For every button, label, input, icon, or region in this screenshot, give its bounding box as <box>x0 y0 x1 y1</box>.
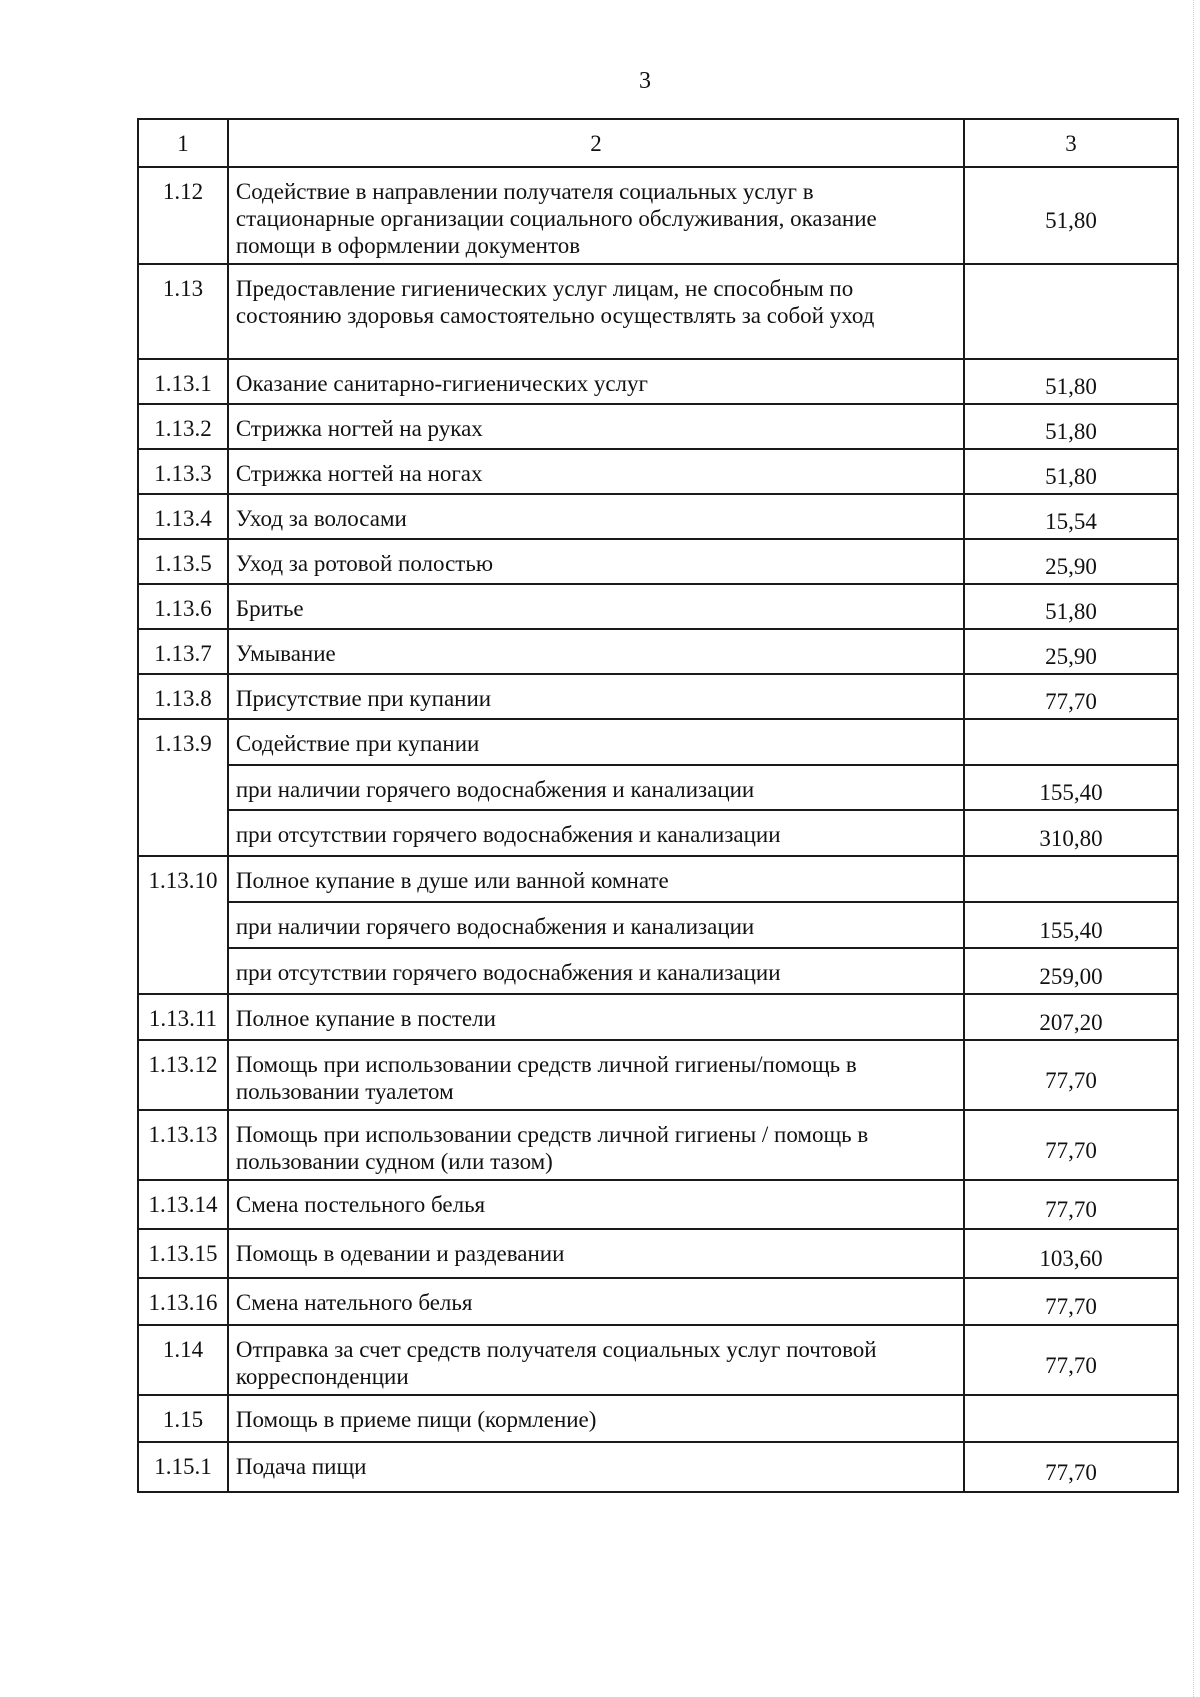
service-price: 207,20 <box>964 994 1178 1040</box>
row-number: 1.13.3 <box>138 449 228 494</box>
page-number: 3 <box>639 68 651 94</box>
service-price: 103,60 <box>964 1229 1178 1278</box>
service-price: 259,00 <box>964 948 1178 994</box>
service-description: Помощь в приеме пищи (кормление) <box>228 1395 964 1442</box>
table-row <box>138 584 1178 629</box>
service-description: при отсутствии горячего водоснабжения и канализации <box>228 810 964 856</box>
service-description: при наличии горячего водоснабжения и канализации <box>228 765 964 810</box>
column-header-1: 1 <box>138 119 228 167</box>
service-description: при наличии горячего водоснабжения и канализации <box>228 902 964 948</box>
service-description: Полное купание в душе или ванной комнате <box>228 856 964 902</box>
service-price: 51,80 <box>964 167 1178 264</box>
table-row <box>138 1278 1178 1325</box>
service-price <box>964 719 1178 765</box>
service-description: Присутствие при купании <box>228 674 964 719</box>
service-description: Умывание <box>228 629 964 674</box>
service-description: Помощь при использовании средств личной гигиены/помощь в пользовании туалетом <box>228 1040 964 1110</box>
table-row <box>138 1180 1178 1229</box>
service-description: Бритье <box>228 584 964 629</box>
service-price: 51,80 <box>964 584 1178 629</box>
table-row <box>138 674 1178 719</box>
row-number: 1.13.15 <box>138 1229 228 1278</box>
table-row <box>138 719 1178 765</box>
row-number: 1.13.16 <box>138 1278 228 1325</box>
row-number: 1.13.14 <box>138 1180 228 1229</box>
row-number: 1.13.9 <box>138 719 228 856</box>
table-row <box>138 629 1178 674</box>
service-price: 25,90 <box>964 629 1178 674</box>
table-row <box>138 539 1178 584</box>
service-description: Уход за ротовой полостью <box>228 539 964 584</box>
service-price: 77,70 <box>964 1180 1178 1229</box>
table-row <box>138 404 1178 449</box>
service-price <box>964 264 1178 359</box>
table-row <box>138 167 1178 264</box>
table-row <box>138 449 1178 494</box>
table-row <box>138 948 1178 994</box>
row-number: 1.14 <box>138 1325 228 1395</box>
service-price: 77,70 <box>964 1040 1178 1110</box>
service-price: 51,80 <box>964 404 1178 449</box>
table-row <box>138 810 1178 856</box>
row-number: 1.13 <box>138 264 228 359</box>
table-row <box>138 1040 1178 1110</box>
row-number: 1.13.7 <box>138 629 228 674</box>
service-description: при отсутствии горячего водоснабжения и канализации <box>228 948 964 994</box>
service-description: Уход за волосами <box>228 494 964 539</box>
row-number: 1.15 <box>138 1395 228 1442</box>
table-row <box>138 1325 1178 1395</box>
row-number: 1.13.4 <box>138 494 228 539</box>
table-row <box>138 1229 1178 1278</box>
service-price: 77,70 <box>964 1325 1178 1395</box>
row-number: 1.15.1 <box>138 1442 228 1492</box>
service-price: 155,40 <box>964 765 1178 810</box>
table-row <box>138 1395 1178 1442</box>
service-price: 51,80 <box>964 449 1178 494</box>
column-header-2: 2 <box>228 119 964 167</box>
row-number: 1.13.5 <box>138 539 228 584</box>
service-price: 77,70 <box>964 1278 1178 1325</box>
row-number: 1.13.13 <box>138 1110 228 1180</box>
service-description: Содействие в направлении получателя социальных услуг в стационарные организации социального обслуживания, оказание помощи в оформлении документов <box>228 167 964 264</box>
services-tariff-table <box>137 118 1179 1493</box>
table-header-row <box>138 119 1178 167</box>
service-price: 15,54 <box>964 494 1178 539</box>
service-price: 51,80 <box>964 359 1178 404</box>
table-row <box>138 765 1178 810</box>
service-description: Содействие при купании <box>228 719 964 765</box>
service-description: Оказание санитарно-гигиенических услуг <box>228 359 964 404</box>
table-row <box>138 359 1178 404</box>
service-description: Смена постельного белья <box>228 1180 964 1229</box>
service-description: Помощь в одевании и раздевании <box>228 1229 964 1278</box>
row-number: 1.13.8 <box>138 674 228 719</box>
table-row <box>138 494 1178 539</box>
scan-edge-mark <box>1192 0 1194 1697</box>
column-header-3: 3 <box>964 119 1178 167</box>
service-price: 77,70 <box>964 1110 1178 1180</box>
row-number: 1.13.12 <box>138 1040 228 1110</box>
service-price <box>964 1395 1178 1442</box>
service-price: 310,80 <box>964 810 1178 856</box>
service-price: 77,70 <box>964 674 1178 719</box>
service-price <box>964 856 1178 902</box>
table-row <box>138 1110 1178 1180</box>
row-number: 1.13.2 <box>138 404 228 449</box>
service-description: Стрижка ногтей на ногах <box>228 449 964 494</box>
service-description: Смена нательного белья <box>228 1278 964 1325</box>
service-description: Отправка за счет средств получателя социальных услуг почтовой корреспонденции <box>228 1325 964 1395</box>
table-row <box>138 1442 1178 1492</box>
row-number: 1.13.11 <box>138 994 228 1040</box>
table-row <box>138 902 1178 948</box>
row-number: 1.13.6 <box>138 584 228 629</box>
service-description: Помощь при использовании средств личной гигиены / помощь в пользовании судном (или тазом) <box>228 1110 964 1180</box>
row-number: 1.12 <box>138 167 228 264</box>
service-description: Полное купание в постели <box>228 994 964 1040</box>
table-row <box>138 994 1178 1040</box>
service-description: Стрижка ногтей на руках <box>228 404 964 449</box>
service-description: Подача пищи <box>228 1442 964 1492</box>
row-number: 1.13.10 <box>138 856 228 994</box>
service-price: 155,40 <box>964 902 1178 948</box>
table-row <box>138 856 1178 902</box>
table-row <box>138 264 1178 359</box>
service-price: 25,90 <box>964 539 1178 584</box>
service-description: Предоставление гигиенических услуг лицам, не способным по состоянию здоровья самостоятельно осуществлять за собой уход <box>228 264 964 359</box>
service-price: 77,70 <box>964 1442 1178 1492</box>
row-number: 1.13.1 <box>138 359 228 404</box>
